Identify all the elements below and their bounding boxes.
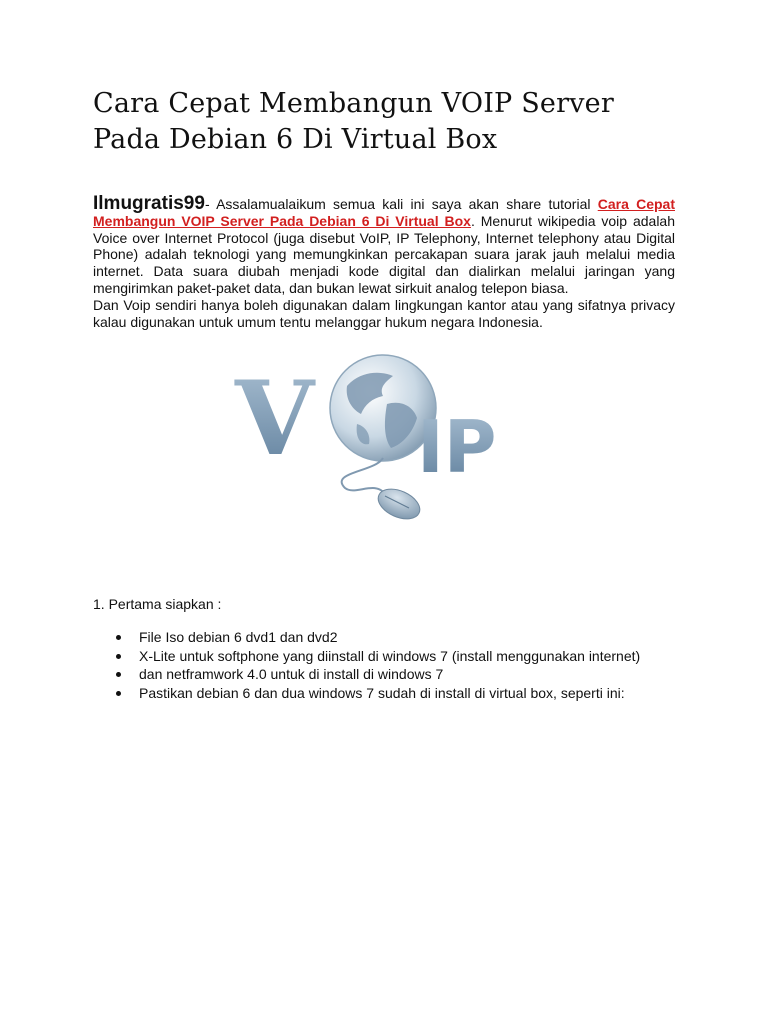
- intro-lead: - Assalamualaikum semua kali ini saya akan share tutorial: [204, 196, 598, 212]
- list-item-text: File Iso debian 6 dvd1 dan dvd2: [139, 629, 338, 645]
- list-item-text: X-Lite untuk softphone yang diinstall di windows 7 (install menggunakan internet): [139, 647, 641, 664]
- list-item: [93, 648, 659, 665]
- bullet-icon: [116, 635, 121, 640]
- list-item: [93, 629, 659, 646]
- bullet-icon: [116, 691, 121, 696]
- document-page: [93, 86, 675, 701]
- list-item-text: Pastikan debian 6 dan dua windows 7 sudah di install di virtual box, seperti ini:: [139, 684, 625, 701]
- list-item: [93, 666, 659, 683]
- list-item: [93, 685, 659, 702]
- list-item-text: dan netframwork 4.0 untuk di install di windows 7: [139, 666, 444, 682]
- intro-text: [93, 193, 675, 330]
- voip-globe-mouse-icon: [233, 354, 538, 524]
- mouse-cable: [342, 458, 385, 494]
- intro-paragraph: [93, 193, 675, 297]
- intro-body: . Menurut wikipedia voip adalah Voice over Internet Protocol (juga disebut VoIP, IP Telephony, Internet telephony atau Digital Phone) adalah teknologi yang memungkinkan percakapan suara jarak jauh melalui media internet. Data suara diubah menjadi kode digital dan dialirkan melalui jaringan yang mengirimkan paket-paket data, dan bukan lewat sirkuit analog telepon biasa.: [93, 212, 675, 296]
- logo-letters-ip: IP: [417, 405, 497, 489]
- article-link[interactable]: Cara Cepat Membangun VOIP Server Pada Debian 6 Di Virtual Box: [93, 196, 675, 229]
- bullet-icon: [116, 654, 121, 659]
- bullet-icon: [116, 672, 121, 677]
- logo-letter-v: V: [235, 359, 315, 479]
- site-brand: Ilmugratis99: [93, 193, 205, 214]
- intro-paragraph-2: Dan Voip sendiri hanya boleh digunakan dalam lingkungan kantor atau yang sifatnya privacy kalau digunakan untuk umum tentu melanggar hukum negara Indonesia.: [93, 296, 675, 330]
- requirements-list: [93, 629, 675, 703]
- article-title: Cara Cepat Membangun VOIP Server Pada Debian 6 Di Virtual Box: [93, 88, 614, 155]
- step-one-heading: 1. Pertama siapkan :: [93, 596, 222, 612]
